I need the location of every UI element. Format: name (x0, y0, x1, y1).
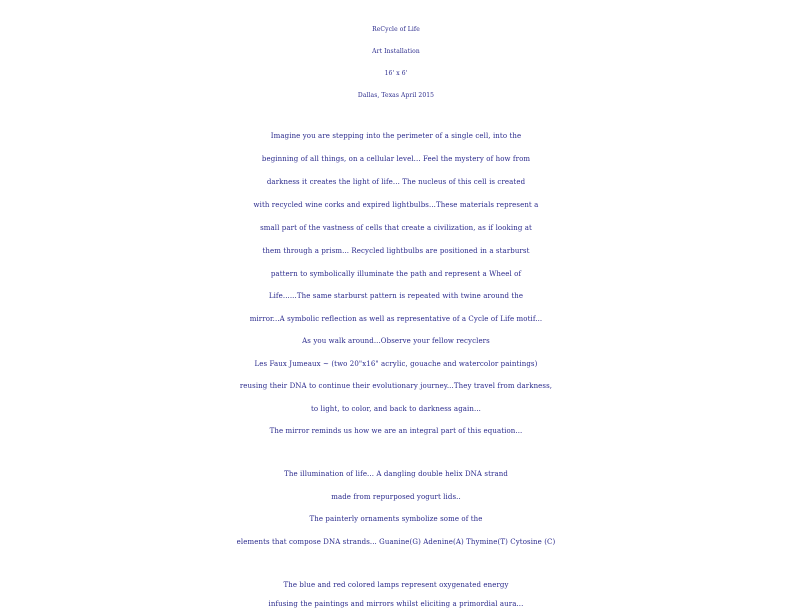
paragraph-line: The blue and red colored lamps represent oxygenated energy (283, 581, 509, 589)
paragraph-line: small part of the vastness of cells that create a civilization, as if looking at (260, 224, 532, 232)
paragraph-line: made from repurposed yogurt lids.. (331, 493, 461, 501)
paragraph-line: Imagine you are stepping into the perimeter of a single cell, into the (270, 132, 522, 140)
document-title: ReCycle of Life (372, 26, 420, 33)
paragraph-line: with recycled wine corks and expired lightbulbs...These materials represent a (253, 201, 539, 209)
paragraph-line: Life......The same starburst pattern is repeated with twine around the (268, 292, 524, 300)
paragraph-line: As you walk around...Observe your fellow recyclers (302, 337, 490, 345)
paragraph-line: infusing the paintings and mirrors whilst eliciting a primordial aura... (268, 600, 524, 608)
paragraph-line: reusing their DNA to continue their evolutionary journey...They travel from darkness, (239, 382, 553, 390)
paragraph-line: Les Faux Jumeaux ~ (two 20"x16" acrylic, gouache and watercolor paintings) (254, 360, 538, 368)
paragraph-line: elements that compose DNA strands... Guanine(G) Adenine(A) Thymine(T) Cytosine (C) (236, 538, 556, 546)
paragraph-line: them through a prism... Recycled lightbulbs are positioned in a starburst (262, 247, 530, 255)
location-date: Dallas, Texas April 2015 (357, 92, 435, 99)
paragraph-line: The mirror reminds us how we are an integral part of this equation... (269, 427, 523, 435)
document-subtitle: Art Installation (372, 48, 420, 55)
paragraph-line: darkness it creates the light of life... The nucleus of this cell is created (266, 178, 526, 186)
paragraph-line: The painterly ornaments symbolize some of the (309, 515, 483, 523)
paragraph-line: pattern to symbolically illuminate the path and represent a Wheel of (270, 270, 522, 278)
paragraph-line: beginning of all things, on a cellular level... Feel the mystery of how from (261, 155, 531, 163)
paragraph-line: The illumination of life... A dangling double helix DNA strand (284, 470, 508, 478)
paragraph-line: to light, to color, and back to darkness again... (311, 405, 481, 413)
paragraph-line: mirror...A symbolic reflection as well as representative of a Cycle of Life motif... (249, 315, 543, 323)
installation-dimensions: 16' x 6' (384, 70, 408, 77)
